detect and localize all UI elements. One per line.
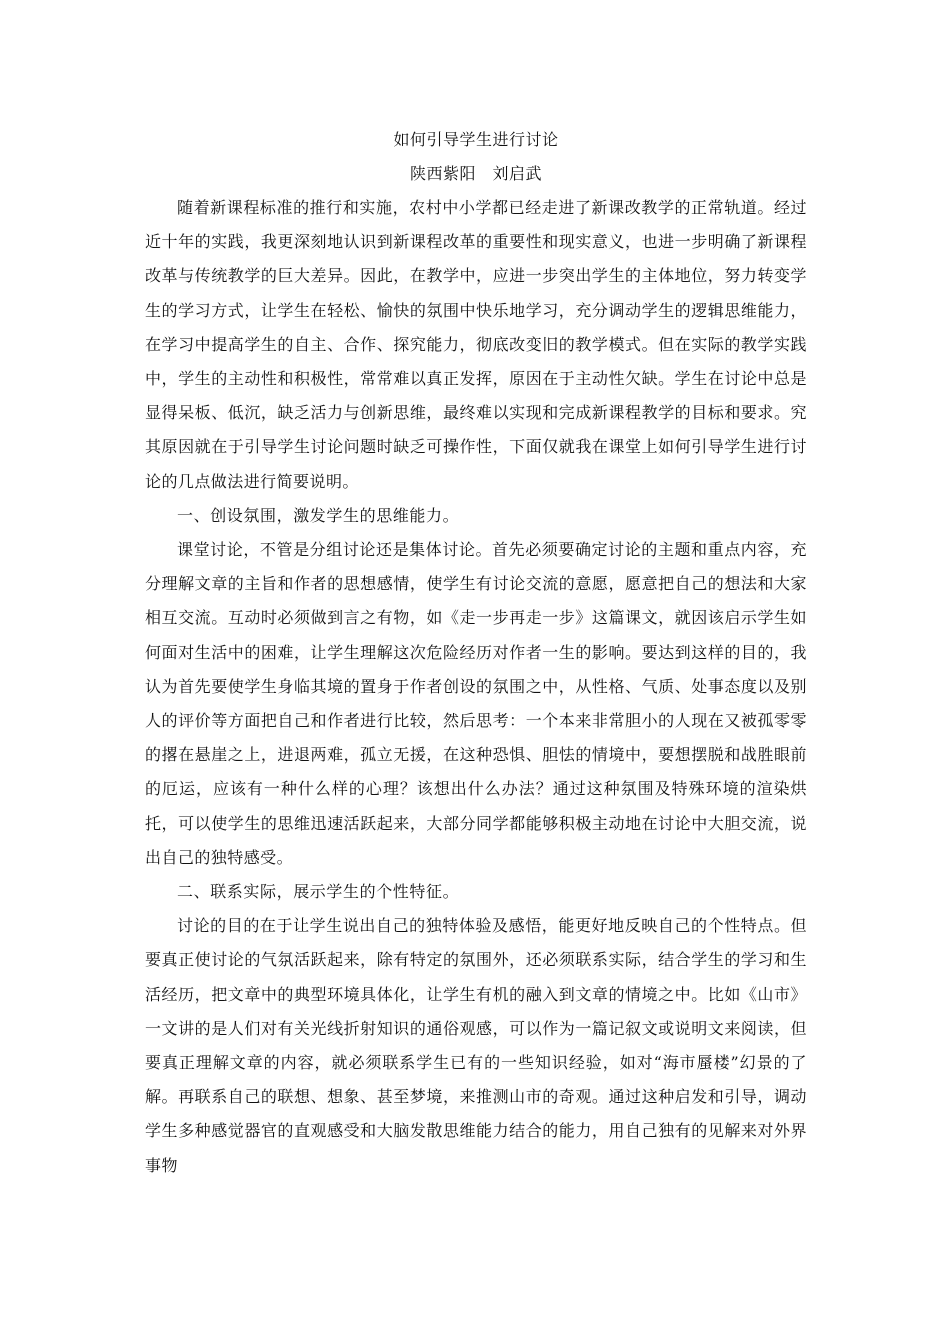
document-title: 如何引导学生进行讨论 <box>393 130 559 149</box>
section-heading-1: 一、创设氛围，激发学生的思维能力。 <box>177 505 460 525</box>
section-heading-2: 二、联系实际，展示学生的个性特征。 <box>177 882 460 902</box>
document-body <box>145 123 807 1183</box>
paragraph-intro: 随着新课程标准的推行和实施，农村中小学都已经走进了新课改教学的正常轨道。经过近十年的实践，我更深刻地认识到新课程改革的重要性和现实意义，也进一步明确了新课程改革与传统教学的巨大差异。因此，在教学中，应进一步突出学生的主体地位，努力转变学生的学习方式，让学生在轻松、愉快的氛围中快乐地学习，充分调动学生的逻辑思维能力，在学习中提高学生的自主、合作、探究能力，彻底改变旧的教学模式。但在实际的教学实践中，学生的主动性和积极性，常常难以真正发挥，原因在于主动性欠缺。学生在讨论中总是显得呆板、低沉，缺乏活力与创新思维，最终难以实现和完成新课程教学的目标和要求。究其原因就在于引导学生讨论问题时缺乏可操作性，下面仅就我在课堂上如何引导学生进行讨论的几点做法进行简要说明。 <box>145 198 807 491</box>
document-author: 陕西紫阳 刘启武 <box>409 164 542 183</box>
paragraph-section-1: 课堂讨论，不管是分组讨论还是集体讨论。首先必须要确定讨论的主题和重点内容，充分理解文章的主旨和作者的思想感情，使学生有讨论交流的意愿，愿意把自己的想法和大家相互交流。互动时必须做到言之有物，如《走一步再走一步》这篇课文，就因该启示学生如何面对生活中的困难，让学生理解这次危险经历对作者一生的影响。要达到这样的目的，我认为首先要使学生身临其境的置身于作者创设的氛围之中，从性格、气质、处事态度以及别人的评价等方面把自己和作者进行比较，然后思考：一个本来非常胆小的人现在又被孤零零的撂在悬崖之上，进退两难，孤立无援，在这种恐惧、胆怯的情境中，要想摆脱和战胜眼前的厄运，应该有一种什么样的心理？该想出什么办法？通过这种氛围及特殊环境的渲染烘托，可以使学生的思维迅速活跃起来，大部分同学都能够积极主动地在讨论中大胆交流，说出自己的独特感受。 <box>145 540 807 867</box>
paragraph-section-2: 讨论的目的在于让学生说出自己的独特体验及感悟，能更好地反映自己的个性特点。但要真正使讨论的气氛活跃起来，除有特定的氛围外，还必须联系实际，结合学生的学习和生活经历，把文章中的典型环境具体化，让学生有机的融入到文章的情境之中。比如《山市》一文讲的是人们对有关光线折射知识的通俗观感，可以作为一篇记叙文或说明文来阅读，但要真正理解文章的内容，就必须联系学生已有的一些知识经验，如对“海市蜃楼”幻景的了解。再联系自己的联想、想象、甚至梦境，来推测山市的奇观。通过这种启发和引导，调动学生多种感觉器官的直观感受和大脑发散思维能力结合的能力，用自己独有的见解来对外界事物 <box>145 916 807 1175</box>
